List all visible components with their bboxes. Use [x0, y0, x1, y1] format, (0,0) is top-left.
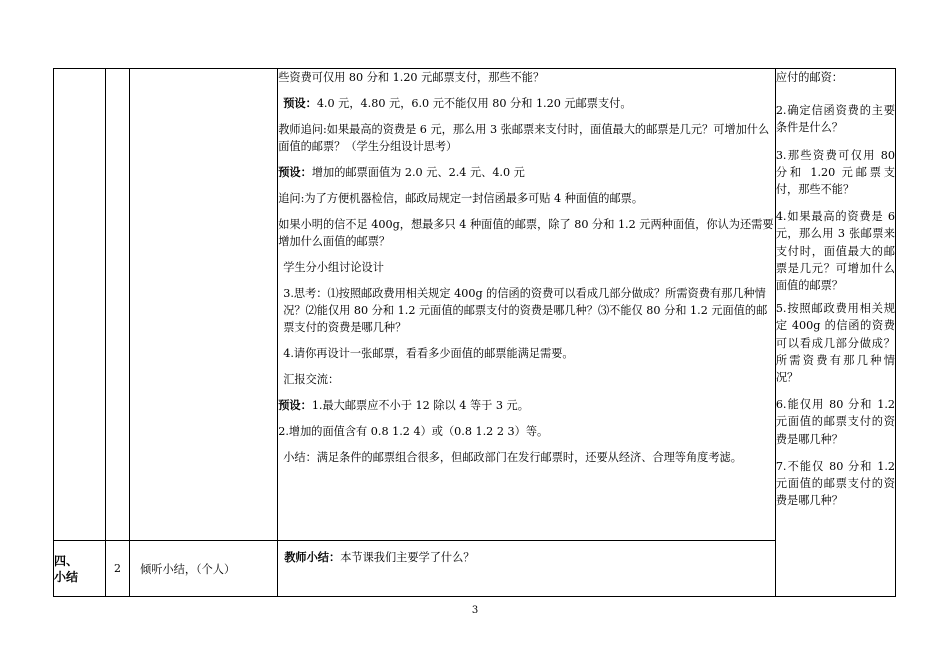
- content-line: 追问:为了方便机器检信，邮政局规定一封信函最多可贴 4 种面值的邮票。: [278, 192, 644, 205]
- section-title-cell: [54, 541, 106, 597]
- student-activity: 倾听小结，（个人）: [130, 541, 278, 597]
- content-line: 3.思考：⑴按照邮政费用相关规定 400g 的信函的资费可以看成几部分做成？所需资费有那几种情况？⑵能仅用 80 分和 1.2 元面值的邮票支付的资费是哪几种？⑶不能仅 80 分和 1.2 元面值的邮票支付的资费是哪几种？: [283, 287, 768, 334]
- side-item: 应付的邮资：: [775, 71, 843, 84]
- content-line: 教师追问:如果最高的资费是 6 元，那么用 3 张邮票来支付时，面值最大的邮票是几元？可增加什么面值的邮票？（学生分组设计思考）: [278, 123, 770, 153]
- section-title: 小结: [54, 569, 79, 584]
- side-item: 7.不能仅 80 分和 1.2 元面值的邮票支付的资费是哪几种？: [775, 459, 895, 508]
- content-line: 预设：4.0 元，4.80 元，6.0 元不能仅用 80 分和 1.20 元邮票支付。: [283, 96, 632, 110]
- content-line: 如果小明的信不足 400g，想最多只 4 种面值的邮票，除了 80 分和 1.2 元两种面值，你认为还需要增加什么面值的邮票？: [278, 218, 774, 248]
- activity-cell: [130, 69, 278, 541]
- table-row: [54, 541, 896, 597]
- preset-label: 预设：: [278, 398, 312, 412]
- lesson-plan-table: [53, 68, 896, 597]
- table-row: [54, 69, 896, 541]
- content-line: 2.增加的面值含有 0.8 1.2 4）或（0.8 1.2 2 3）等。: [278, 425, 549, 438]
- teaching-process-cell: [278, 69, 776, 541]
- page-number: 3: [471, 605, 479, 616]
- teacher-summary-label: 教师小结：: [284, 550, 341, 564]
- preset-label: 预设：: [278, 165, 312, 179]
- content-line: 小结：满足条件的邮票组合很多，但邮政部门在发行邮票时，还要从经济、合理等角度考滤。: [283, 451, 742, 464]
- teacher-summary-text: 本节课我们主要学了什么？: [340, 551, 475, 564]
- content-line: 些资费可仅用 80 分和 1.20 元邮票支付，那些不能？: [278, 71, 545, 84]
- side-item: 5.按照邮政费用相关规定 400g 的信函的资费可以看成几部分做成？所需资费有那几种情况？: [775, 302, 895, 385]
- side-item: 3.那些资费可仅用 80 分和 1.20 元邮票支付，那些不能？: [775, 148, 895, 197]
- minutes-cell: [106, 69, 130, 541]
- content-line: 4.请你再设计一张邮票，看看多少面值的邮票能满足需要。: [283, 347, 574, 360]
- content-line: 汇报交流：: [283, 373, 340, 386]
- section-cell: [54, 69, 106, 541]
- section-number: 四、: [54, 553, 79, 568]
- preset-label: 预设：: [283, 96, 317, 110]
- content-line: 预设：增加的邮票面值为 2.0 元、2.4 元、4.0 元: [278, 165, 525, 179]
- design-intent-cell: [775, 69, 895, 597]
- teacher-summary: [278, 541, 776, 597]
- minutes-value: 2: [106, 541, 130, 597]
- side-item: 2.确定信函资费的主要条件是什么？: [775, 104, 895, 135]
- side-item: 4.如果最高的资费是 6 元，那么用 3 张邮票来支付时，面值最大的邮票是几元？可增加什么面值的邮票？: [775, 210, 895, 293]
- content-line: 预设：1.最大邮票应不小于 12 除以 4 等于 3 元。: [278, 398, 529, 412]
- side-item: 6.能仅用 80 分和 1.2 元面值的邮票支付的资费是哪几种？: [775, 398, 895, 446]
- content-line: 学生分小组讨论设计: [283, 261, 384, 274]
